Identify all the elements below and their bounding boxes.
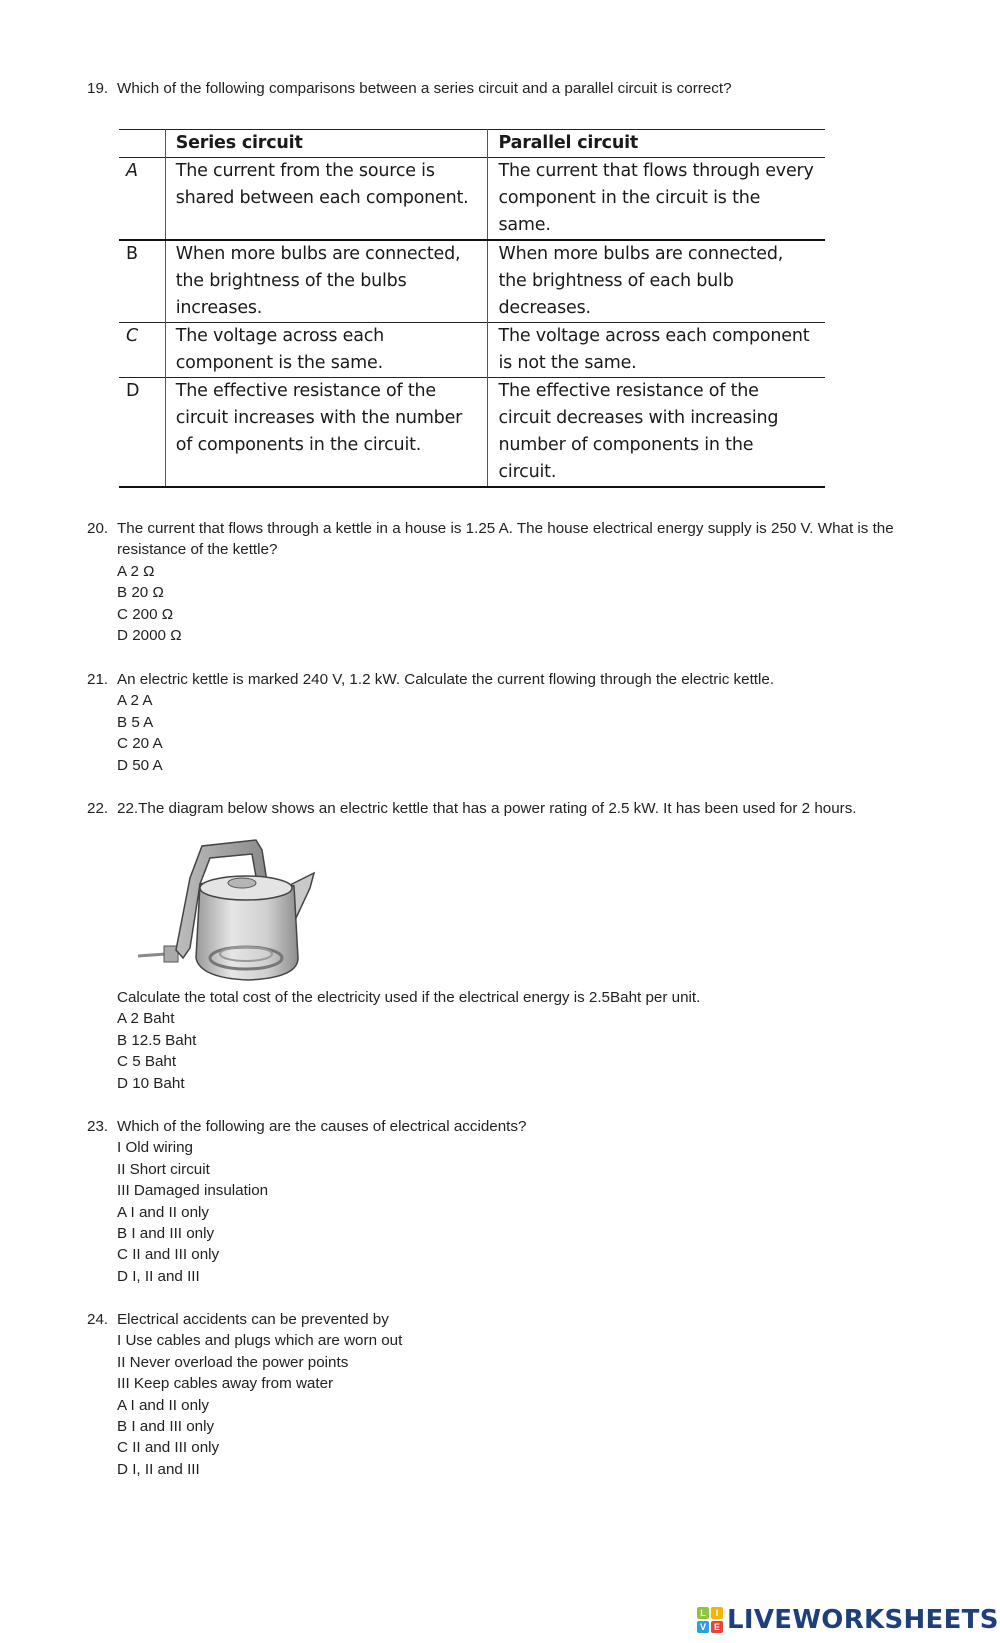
table-header-row	[119, 130, 825, 158]
option-d[interactable]: D I, II and III	[117, 1267, 200, 1285]
question-number: 19.	[87, 80, 109, 97]
option-label: B	[119, 240, 165, 323]
option-a[interactable]: A 2 A	[117, 692, 153, 710]
followup-text: Calculate the total cost of the electricity used if the electrical energy is 2.5Baht per unit.	[117, 989, 701, 1006]
comparison-table	[119, 129, 825, 488]
question-22-followup	[87, 987, 700, 1094]
badge-letter-v: V	[697, 1621, 709, 1633]
kettle-icon	[138, 828, 328, 983]
statement-iii: III Damaged insulation	[117, 1182, 269, 1200]
statement-iii: III Keep cables away from water	[117, 1375, 334, 1393]
option-b[interactable]: B I and III only	[117, 1418, 215, 1436]
badge-letter-e: E	[711, 1621, 723, 1633]
series-cell: The current from the source is shared between each component.	[165, 158, 488, 241]
question-number: 24.	[87, 1311, 109, 1328]
option-c[interactable]: C 5 Baht	[117, 1053, 177, 1071]
table-row-a	[119, 158, 825, 241]
option-a[interactable]: A I and II only	[117, 1203, 210, 1221]
table-row-b	[119, 240, 825, 323]
question-text: The current that flows through a kettle in a house is 1.25 A. The house electrical energy supply is 250 V. What is the resistance of the kettle?	[117, 520, 894, 559]
option-c[interactable]: C 20 A	[117, 735, 163, 753]
option-b[interactable]: B 20 Ω	[117, 584, 164, 602]
option-c[interactable]: C II and III only	[117, 1246, 220, 1264]
question-21	[87, 669, 774, 776]
option-d[interactable]: D I, II and III	[117, 1460, 200, 1478]
series-cell: When more bulbs are connected, the brightness of the bulbs increases.	[165, 240, 488, 323]
question-20	[87, 518, 947, 646]
question-number: 20.	[87, 520, 109, 537]
option-c[interactable]: C 200 Ω	[117, 605, 174, 623]
logo-text: LIVEWORKSHEETS	[727, 1605, 999, 1635]
parallel-cell: The current that flows through every component in the circuit is the same.	[498, 161, 814, 235]
option-a[interactable]: A I and II only	[117, 1396, 210, 1414]
question-24	[87, 1309, 402, 1480]
parallel-cell: When more bulbs are connected, the brightness of each bulb decreases.	[498, 244, 784, 318]
option-d[interactable]: D 2000 Ω	[117, 627, 182, 645]
header-parallel: Parallel circuit	[498, 133, 639, 153]
header-option	[119, 130, 165, 158]
badge-letter-l: L	[697, 1607, 709, 1619]
question-number: 23.	[87, 1118, 109, 1135]
question-text: Which of the following are the causes of electrical accidents?	[117, 1118, 527, 1135]
option-a[interactable]: A 2 Baht	[117, 1010, 175, 1028]
question-22	[87, 798, 857, 819]
question-23	[87, 1116, 526, 1287]
liveworksheets-logo[interactable]	[697, 1603, 999, 1637]
question-number: 21.	[87, 671, 109, 688]
parallel-cell: The effective resistance of the circuit decreases with increasing number of components in the circuit.	[498, 381, 779, 482]
table-row-d	[119, 378, 825, 488]
option-c[interactable]: C II and III only	[117, 1439, 220, 1457]
question-text: An electric kettle is marked 240 V, 1.2 kW. Calculate the current flowing through the electric kettle.	[117, 671, 775, 688]
parallel-cell: The voltage across each component is not the same.	[498, 326, 810, 373]
question-text: Electrical accidents can be prevented by	[117, 1311, 389, 1328]
question-number: 22.	[87, 800, 109, 817]
question-text: 22.The diagram below shows an electric kettle that has a power rating of 2.5 kW. It has been used for 2 hours.	[117, 800, 857, 817]
table-row-c	[119, 323, 825, 378]
badge-letter-i: I	[711, 1607, 723, 1619]
series-cell: The voltage across each component is the same.	[165, 323, 488, 378]
option-d[interactable]: D 10 Baht	[117, 1074, 185, 1092]
option-d[interactable]: D 50 A	[117, 756, 163, 774]
option-label: C	[119, 323, 165, 378]
logo-badge-icon	[697, 1607, 723, 1633]
option-label: D	[119, 378, 165, 488]
question-19	[87, 78, 732, 99]
header-series: Series circuit	[165, 130, 488, 158]
option-a[interactable]: A 2 Ω	[117, 562, 155, 580]
option-label: A	[119, 158, 165, 241]
option-b[interactable]: B 5 A	[117, 713, 154, 731]
question-text: Which of the following comparisons between a series circuit and a parallel circuit is correct?	[117, 80, 732, 97]
option-b[interactable]: B I and III only	[117, 1225, 215, 1243]
option-b[interactable]: B 12.5 Baht	[117, 1031, 197, 1049]
statement-ii: II Short circuit	[117, 1160, 210, 1178]
statement-i: I Old wiring	[117, 1139, 193, 1157]
statement-ii: II Never overload the power points	[117, 1353, 349, 1371]
statement-i: I Use cables and plugs which are worn out	[117, 1332, 403, 1350]
series-cell: The effective resistance of the circuit increases with the number of components in the circuit.	[165, 378, 488, 488]
